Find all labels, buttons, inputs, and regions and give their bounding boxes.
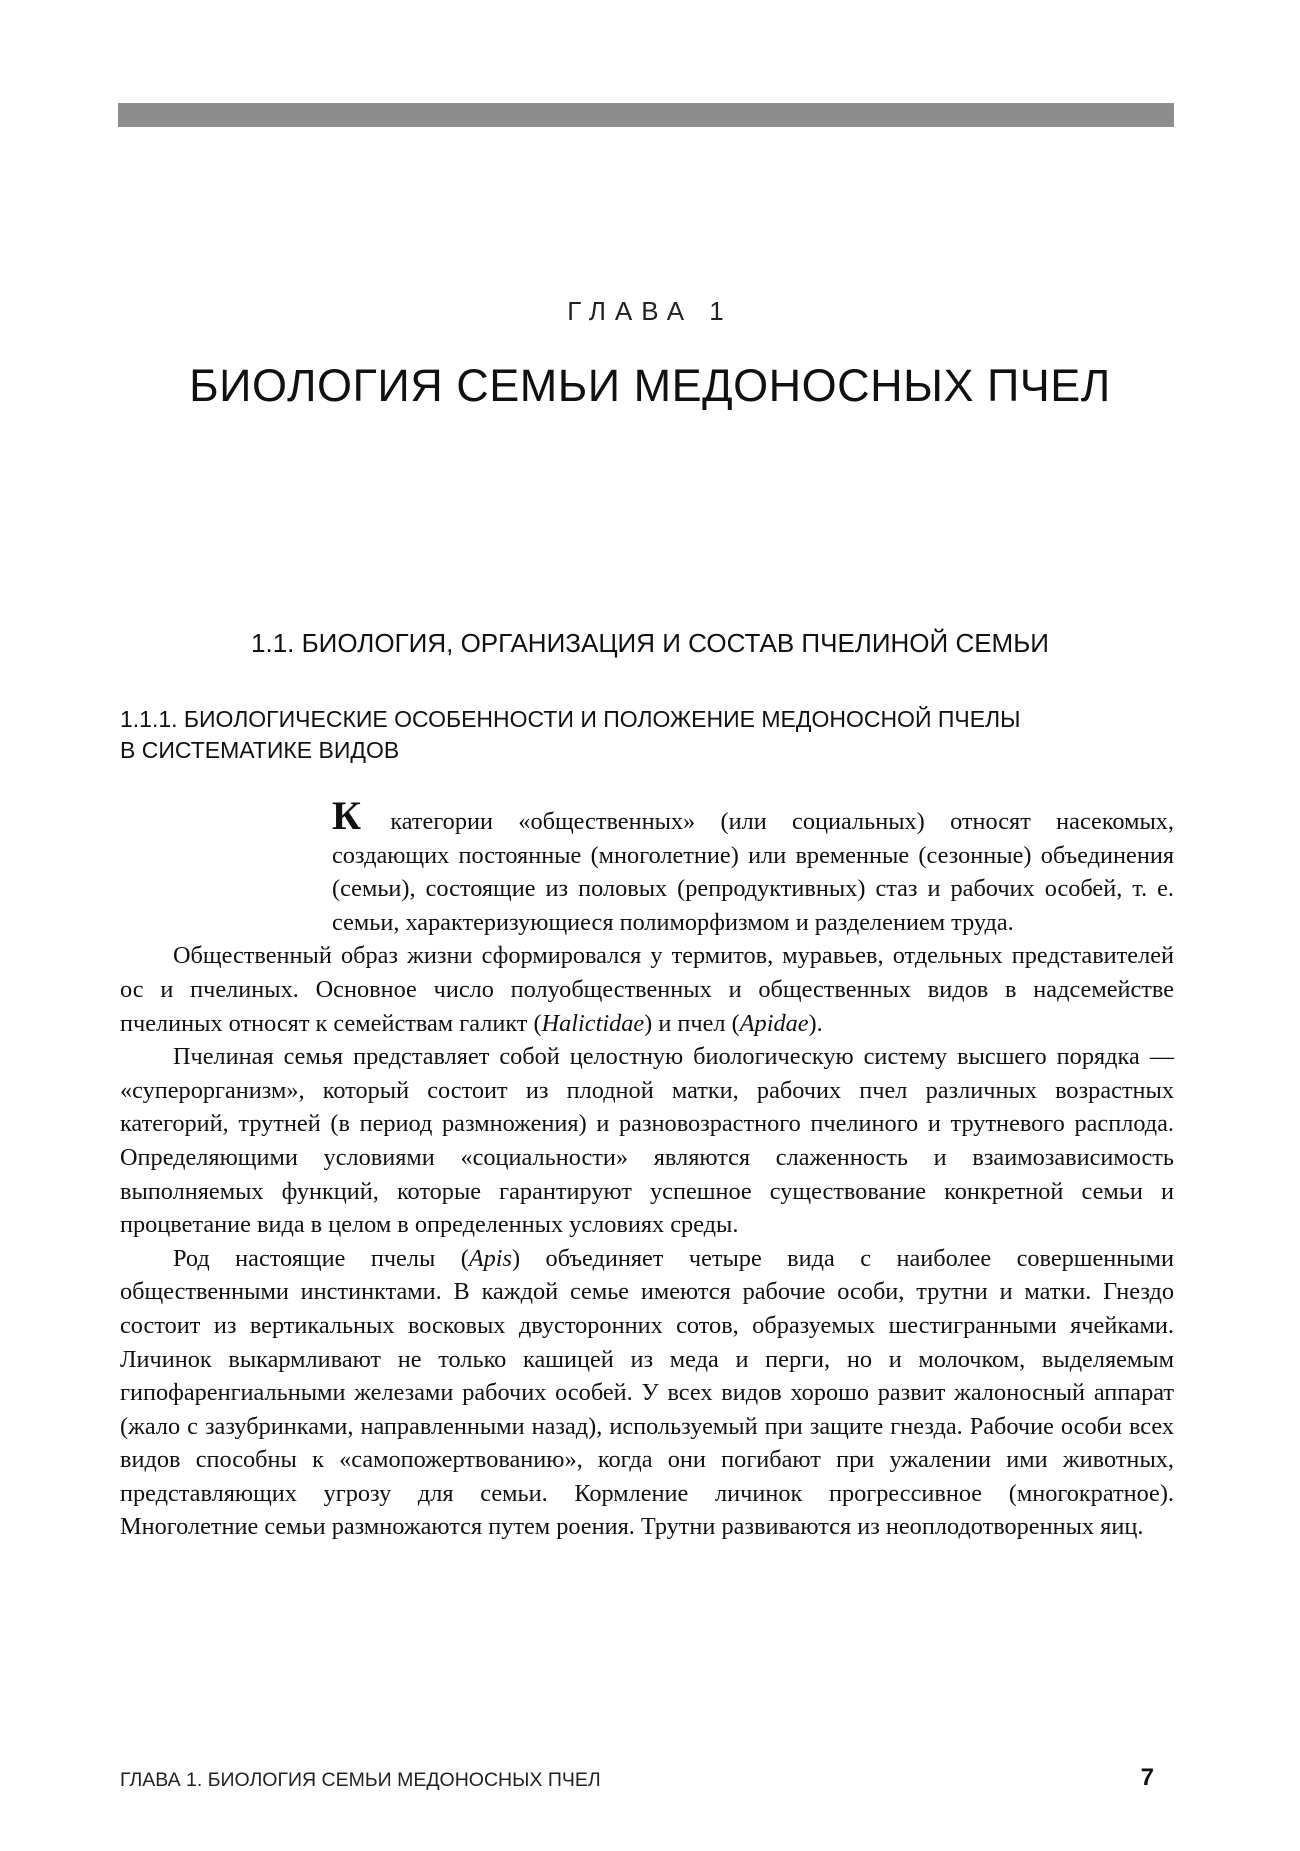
chapter-title: БИОЛОГИЯ СЕМЬИ МЕДОНОСНЫХ ПЧЕЛ [189,360,1111,411]
drop-cap: К [332,793,362,838]
paragraph-4-text-a: Род настоящие пчелы ( [173,1244,469,1272]
header-rule [118,103,1174,127]
subsection-title [120,704,1120,766]
paragraph-4-text-b: ) объединяет четыре вида с наиболее совершенными общественными инстинктами. В каждой семье имеются рабочие особи, трутни и матки. Гнездо состоит из вертикальных восковых двусторонних сотов, образуемых шестигранными ячейками. Личинок выкармливают не только кашицей из меда и перги, но и молочком, выделяемым гипофаренгиальными железами рабочих особей. У всех видов хорошо развит жалоносный аппарат (жало с зазубринками, направленными назад), используемый при защите гнезда. Рабочие особи всех видов способны к «самопожертвованию», когда они погибают при ужалении ими животных, представляющих угрозу для семьи. Кормление личинок прогрессивное (многократное). Многолетние семьи размножаются путем роения. Трутни развиваются из неоплодотворенных яиц. [120,1244,1174,1541]
paragraph-3 [120,1040,1174,1242]
taxon-apidae: Apidae [739,1009,809,1037]
taxon-apis: Apis [468,1244,513,1272]
body-text [120,793,1174,1544]
paragraph-2-text-b: ) и пчел ( [644,1009,740,1037]
chapter-label: ГЛАВА 1 [567,296,733,326]
paragraph-2-text-c: ). [808,1009,823,1037]
taxon-halictidae: Halictidae [541,1009,645,1037]
paragraph-3-text: Пчелиная семья представляет собой целостную биологическую систему высшего порядка — «суперорганизм», который состоит из плодной матки, рабочих пчел различных возрастных категорий, трутней (в период размножения) и разновозрастного пчелиного и трутневого расплода. Определяющими условиями «социальности» являются слаженность и взаимозависимость выполняемых функций, которые гарантируют успешное существование конкретной семьи и процветание вида в целом в определенных условиях среды. [120,1043,1174,1239]
paragraph-4 [120,1242,1174,1544]
subsection-title-line-1: 1.1.1. БИОЛОГИЧЕСКИЕ ОСОБЕННОСТИ И ПОЛОЖЕНИЕ МЕДОНОСНОЙ ПЧЕЛЫ [120,706,1021,732]
section-title: 1.1. БИОЛОГИЯ, ОРГАНИЗАЦИЯ И СОСТАВ ПЧЕЛИНОЙ СЕМЬИ [251,628,1049,658]
paragraph-1-text: категории «общественных» (или социальных) относят насекомых, создающих постоянные (многолетние) или временные (сезонные) объединения (семьи), состоящие из половых (репродуктивных) стаз и рабочих особей, т. е. семьи, характеризующиеся полиморфизмом и разделением труда. [332,808,1174,936]
paragraph-2-text-a: Общественный образ жизни сформировался у термитов, муравьев, отдельных представителей ос и пчелиных. Основное число полуобщественных и общественных видов в надсемействе пчелиных относят к семействам галикт ( [120,942,1174,1037]
paragraph-2 [120,939,1174,1040]
paragraph-1 [120,793,1174,939]
running-footer: ГЛАВА 1. БИОЛОГИЯ СЕМЬИ МЕДОНОСНЫХ ПЧЕЛ [120,1769,601,1791]
page-number: 7 [1140,1764,1154,1791]
subsection-title-line-2: В СИСТЕМАТИКЕ ВИДОВ [120,737,400,763]
